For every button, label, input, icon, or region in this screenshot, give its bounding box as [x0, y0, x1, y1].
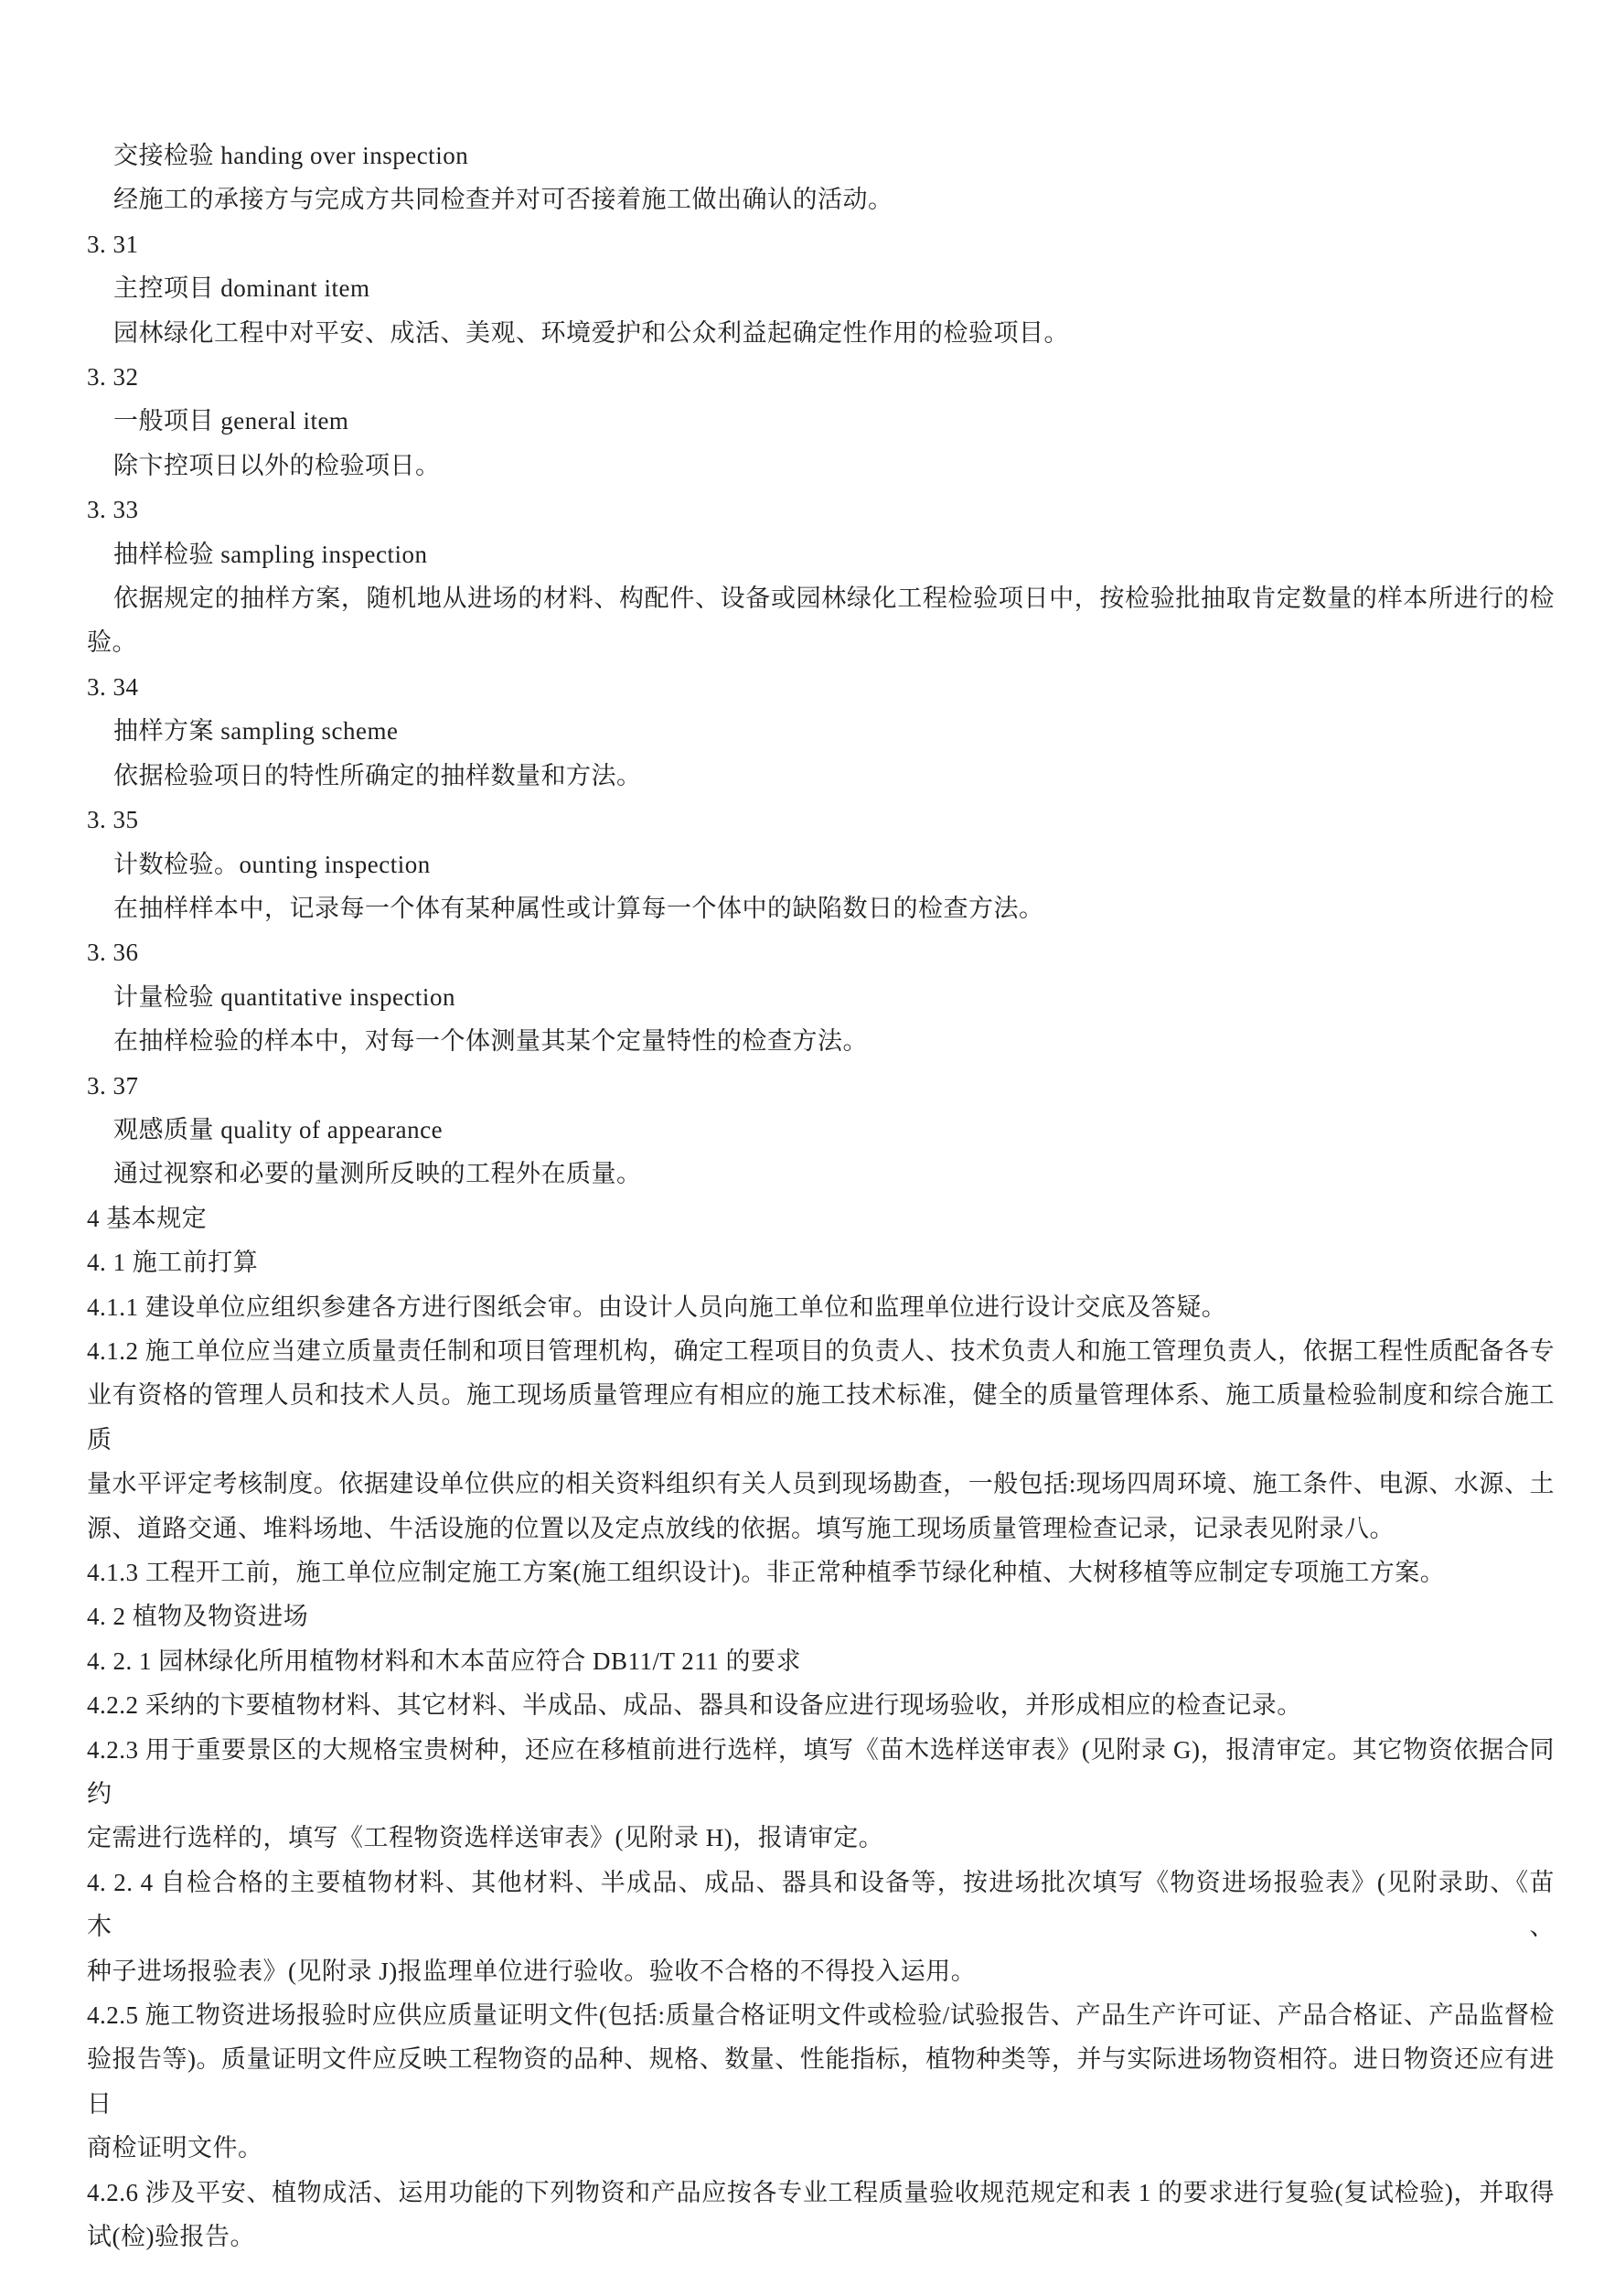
- text-line: 4. 2. 1 园林绿化所用植物材料和木本苗应符合 DB11/T 211 的要求: [87, 1647, 802, 1675]
- text-line: 验报告等)。质量证明文件应反映工程物资的品种、规格、数量、性能指标，植物种类等，并与实际进场物资相符。进日物资还应有进日: [87, 2045, 1555, 2118]
- text-line: 除卞控项日以外的检验项日。: [113, 451, 441, 479]
- text-line: 4.2.3 用于重要景区的大规格宝贵树种，还应在移植前进行选样，填写《苗木选样送审表》(见附录 G)，报清审定。其它物资依据合同约: [87, 1735, 1555, 1808]
- text-line: 4.2.6 涉及平安、植物成活、运用功能的下列物资和产品应按各专业工程质量验收规范规定和表 1 的要求进行复验(复试检验)，并取得: [87, 2178, 1555, 2206]
- text-line: 3. 33: [87, 496, 139, 524]
- text-line: 通过视察和必要的量测所反映的工程外在质量。: [113, 1160, 642, 1188]
- text-line: 4. 2 植物及物资进场: [87, 1603, 309, 1631]
- text-line: 4.1.3 工程开工前，施工单位应制定施工方案(施工组织设计)。非正常种植季节绿化种植、大树移植等应制定专项施工方案。: [87, 1559, 1446, 1586]
- text-line: 试(检)验报告。: [87, 2223, 255, 2251]
- text-line: 经施工的承接方与完成方共同检查并对可否接着施工做出确认的活动。: [113, 186, 893, 214]
- text-line: 园林绿化工程中对平安、成活、美观、环境爱护和公众利益起确定性作用的检验项目。: [113, 318, 1069, 347]
- text-line: 计数检验。ounting inspection: [113, 850, 431, 878]
- text-line: 4.2.2 采纳的卞要植物材料、其它材料、半成品、成品、器具和设备应进行现场验收，并形成相应的检查记录。: [87, 1691, 1302, 1720]
- text-line: 一般项目 general item: [113, 407, 349, 435]
- text-line: 3. 36: [87, 939, 139, 967]
- text-line: 量水平评定考核制度。依据建设单位供应的相关资料组织有关人员到现场勘查，一般包括:现场四周环境、施工条件、电源、水源、土: [87, 1470, 1555, 1498]
- text-line: 3. 32: [87, 363, 139, 392]
- text-line: 主控项目 dominant item: [113, 274, 370, 303]
- text-line: 种子进场报验表》(见附录 J)报监理单位进行验收。验收不合格的不得投入运用。: [87, 1957, 977, 1985]
- text-line: 定需进行选样的，填写《工程物资选样送审表》(见附录 H)，报请审定。: [87, 1824, 884, 1852]
- text-line: 4. 1 施工前打算: [87, 1249, 259, 1277]
- text-line: 在抽样样本中，记录每一个体有某种属性或计算每一个体中的缺陷数日的检查方法。: [113, 894, 1044, 922]
- text-line: 观感质量 quality of appearance: [113, 1115, 444, 1143]
- text-line: 业有资格的管理人员和技术人员。施工现场质量管理应有相应的施工技术标准，健全的质量管理体系、施工质量检验制度和综合施工质: [87, 1381, 1555, 1454]
- text-line: 4 基本规定: [87, 1204, 208, 1232]
- text-line: 4. 2. 4 自检合格的主要植物材料、其他材料、半成品、成品、器具和设备等，按进场批次填写《物资进场报验表》(见附录助、《苗木、: [87, 1868, 1555, 1941]
- text-line: 4.1.2 施工单位应当建立质量责任制和项目管理机构，确定工程项目的负责人、技术负责人和施工管理负责人，依据工程性质配备各专: [87, 1336, 1555, 1365]
- text-line: 抽样检验 sampling inspection: [113, 540, 428, 568]
- text-line: 3. 34: [87, 672, 139, 701]
- text-line: 3. 37: [87, 1071, 139, 1100]
- text-line: 4.1.1 建设单位应组织参建各方进行图纸会审。由设计人员向施工单位和监理单位进行设计交底及答疑。: [87, 1293, 1227, 1321]
- text-line: 在抽样检验的样本中，对每一个体测量其某个定量特性的检查方法。: [113, 1027, 868, 1056]
- text-line: 4.2.5 施工物资进场报验时应供应质量证明文件(包括:质量合格证明文件或检验/试验报告、产品生产许可证、产品合格证、产品监督检: [87, 2001, 1555, 2030]
- text-line: 商检证明文件。: [87, 2134, 263, 2162]
- text-line: 依据检验项日的特性所确定的抽样数量和方法。: [113, 761, 642, 789]
- text-line: 3. 35: [87, 806, 139, 834]
- text-line: 交接检验 handing over inspection: [113, 142, 469, 169]
- text-line: 源、道路交通、堆料场地、牛活设施的位置以及定点放线的依据。填写施工现场质量管理检查记录，记录表见附录八。: [87, 1514, 1395, 1542]
- text-line: 依据规定的抽样方案，随机地从进场的材料、构配件、设备或园林绿化工程检验项日中，按检验批抽取肯定数量的样本所进行的检: [113, 585, 1555, 613]
- text-line: 验。: [87, 628, 137, 657]
- text-line: 抽样方案 sampling scheme: [113, 717, 399, 746]
- text-line: 计量检验 quantitative inspection: [113, 982, 455, 1011]
- text-line: 3. 31: [87, 230, 139, 258]
